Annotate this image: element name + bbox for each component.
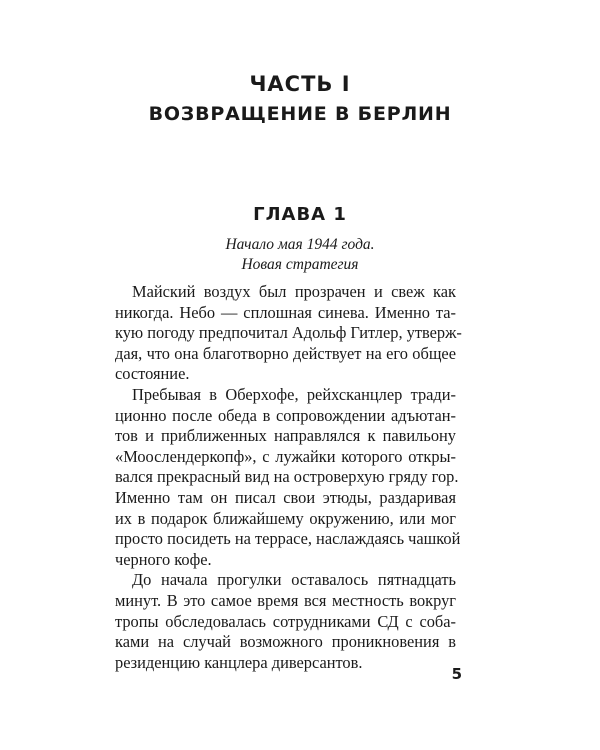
text-line: До начала прогулки оставалось пятнадцать <box>132 570 456 590</box>
chapter-subtitle <box>0 235 600 275</box>
chapter-subtitle-line-1: Начало мая 1944 года. <box>225 236 375 253</box>
text-line: кую погоду предпочитал Адольф Гитлер, утверж- <box>115 323 462 343</box>
text-line: черного кофе. <box>115 549 212 569</box>
text-line: их в подарок ближайшему окружению, или мог <box>115 508 456 528</box>
text-line: Майский воздух был прозрачен и свеж как <box>132 282 456 301</box>
text-line: тов и приближенных направлялся к павильону <box>115 426 456 446</box>
chapter-subtitle-line-2: Новая стратегия <box>241 256 359 273</box>
text-line: «Моослендеркопф», с лужайки которого откры- <box>115 446 456 466</box>
page-number: 5 <box>451 665 462 683</box>
text-line: никогда. Небо — сплошная синева. Именно та- <box>115 302 456 322</box>
chapter-title: ГЛАВА 1 <box>253 204 347 225</box>
body-text <box>115 282 462 673</box>
text-line: дая, что она благотворно действует на его общее <box>115 343 456 363</box>
text-line: ционно после обеда в сопровождении адъютан- <box>115 405 456 425</box>
text-line: вался прекрасный вид на островерхую гряду гор. <box>115 467 459 487</box>
text-line: ками на случай возможного проникновения в <box>115 632 456 652</box>
part-title: ЧАСТЬ I <box>249 72 351 96</box>
part-subtitle: ВОЗВРАЩЕНИЕ В БЕРЛИН <box>148 103 452 125</box>
text-line: Пребывая в Оберхофе, рейхсканцлер тради- <box>132 384 456 404</box>
text-line: тропы обследовалась сотрудниками СД с соба- <box>115 611 456 631</box>
text-line: резиденцию канцлера диверсантов. <box>115 652 363 672</box>
text-line: Именно там он писал свои этюды, раздаривая <box>115 487 456 507</box>
text-line: минут. В это самое время вся местность вокруг <box>115 590 456 610</box>
text-line: состояние. <box>115 364 190 384</box>
text-line: просто посидеть на террасе, наслаждаясь чашкой <box>115 529 461 549</box>
